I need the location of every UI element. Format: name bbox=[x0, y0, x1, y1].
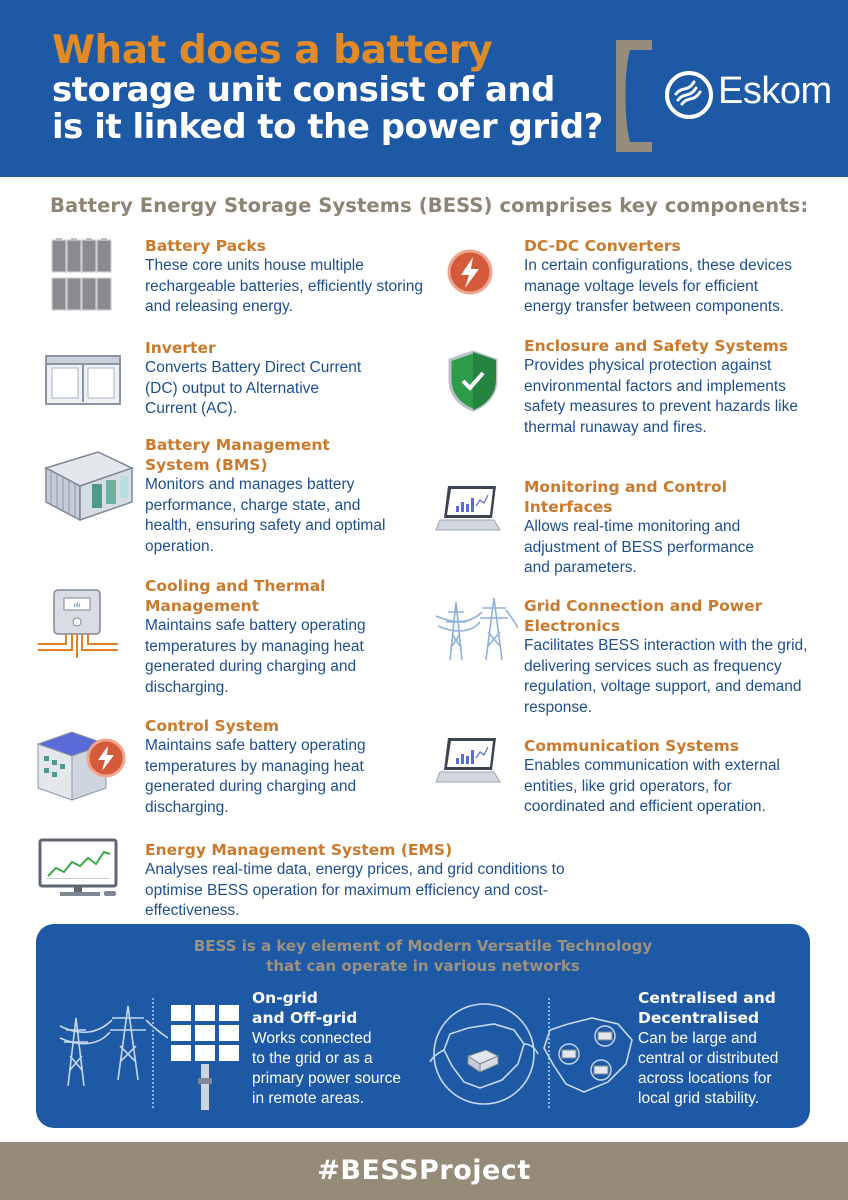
ongrid-heading-line-2: and Off-grid bbox=[252, 1009, 358, 1027]
component-description: These core units house multiple rechargeable batteries, efficiently storing and releasing energy. bbox=[145, 257, 424, 315]
component-heading: Communication Systems bbox=[524, 737, 739, 755]
ongrid-text-line-1: Works connected bbox=[252, 1030, 372, 1047]
component-description: Analyses real-time data, energy prices, and grid conditions to optimise BESS operation for maximum efficiency and cost-effectiveness. bbox=[145, 861, 565, 919]
component-description: In certain configurations, these devices manage voltage levels for efficient energy transfer between components. bbox=[524, 257, 792, 315]
component-bms bbox=[145, 435, 395, 557]
component-heading: Cooling and Thermal Management bbox=[145, 577, 326, 615]
component-heading: Control System bbox=[145, 717, 280, 735]
container-icon bbox=[36, 446, 136, 522]
centralised-text-line-1: Can be large and bbox=[638, 1030, 757, 1047]
component-heading: Energy Management System (EMS) bbox=[145, 841, 453, 859]
logo-swoosh-shape bbox=[616, 40, 652, 152]
centralised-heading-line-1: Centralised and bbox=[638, 989, 776, 1007]
shield-check-icon bbox=[446, 350, 500, 412]
component-heading: Battery Packs bbox=[145, 237, 266, 255]
component-monitoring bbox=[524, 477, 769, 579]
panel-heading-line-1: BESS is a key element of Modern Versatile Technology bbox=[193, 937, 653, 955]
component-description: Maintains safe battery operating temperatures by managing heat generated during charging and discharging. bbox=[145, 737, 366, 816]
lightning-icon bbox=[446, 248, 494, 296]
divider bbox=[152, 998, 154, 1108]
ongrid-text-line-2: to the grid or as a bbox=[252, 1050, 373, 1067]
inverter-icon bbox=[44, 354, 122, 406]
component-battery-packs bbox=[145, 236, 425, 318]
solar-panel-icon bbox=[168, 1002, 244, 1112]
component-description: Maintains safe battery operating temperatures by managing heat generated during charging and discharging. bbox=[145, 617, 366, 696]
component-heading: Inverter bbox=[145, 339, 216, 357]
component-ems bbox=[145, 840, 620, 922]
component-description: Facilitates BESS interaction with the grid, delivering services such as frequency regulation, voltage support, and demand response. bbox=[524, 637, 808, 716]
component-inverter bbox=[145, 338, 365, 420]
component-cooling bbox=[145, 576, 380, 698]
component-heading: Battery Management System (BMS) bbox=[145, 436, 330, 474]
hashtag-footer: #BESSProject bbox=[0, 1142, 848, 1200]
component-description: Allows real-time monitoring and adjustment of BESS performance and parameters. bbox=[524, 518, 755, 576]
component-heading: Grid Connection and Power Electronics bbox=[524, 597, 763, 635]
laptop-icon bbox=[434, 484, 506, 534]
centralised-text-line-4: local grid stability. bbox=[638, 1090, 760, 1107]
globe-map-icon bbox=[428, 1000, 540, 1108]
component-description: Converts Battery Direct Current (DC) output to Alternative Current (AC). bbox=[145, 359, 362, 417]
monitor-chart-icon bbox=[38, 838, 122, 898]
pylons-icon bbox=[434, 594, 518, 662]
component-enclosure bbox=[524, 336, 804, 438]
panel-heading bbox=[36, 936, 810, 976]
cooling-unit-icon bbox=[36, 588, 120, 660]
component-communication bbox=[524, 736, 786, 818]
ongrid-text-line-3: primary power source bbox=[252, 1070, 402, 1087]
title-line-1: What does a battery bbox=[52, 28, 493, 73]
ongrid-heading-line-1: On-grid bbox=[252, 989, 318, 1007]
centralised-text-line-3: across locations for bbox=[638, 1070, 772, 1087]
svg-text:ıılı: ıılı bbox=[73, 602, 81, 609]
title-line-3: is it linked to the power grid? bbox=[52, 106, 603, 147]
title-line-2: storage unit consist of and bbox=[52, 70, 555, 111]
section-subtitle: Battery Energy Storage Systems (BESS) comprises key components: bbox=[50, 194, 809, 217]
battery-packs-icon bbox=[50, 238, 114, 312]
page-title bbox=[52, 30, 603, 146]
component-dc-dc-converters bbox=[524, 236, 806, 318]
centralised-text-line-2: central or distributed bbox=[638, 1050, 779, 1067]
laptop-icon bbox=[434, 736, 506, 786]
centralised-heading-line-2: Decentralised bbox=[638, 1009, 760, 1027]
control-system-icon bbox=[36, 728, 126, 802]
component-grid-connection bbox=[524, 596, 814, 718]
distributed-map-icon bbox=[538, 1008, 638, 1100]
eskom-logo-icon bbox=[664, 70, 714, 120]
component-heading: DC-DC Converters bbox=[524, 237, 681, 255]
eskom-logo-text: Eskom bbox=[718, 70, 832, 112]
networks-panel bbox=[36, 924, 810, 1128]
component-heading: Monitoring and Control Interfaces bbox=[524, 478, 728, 516]
component-control-system bbox=[145, 716, 380, 818]
component-heading: Enclosure and Safety Systems bbox=[524, 337, 789, 355]
panel-heading-line-2: that can operate in various networks bbox=[266, 957, 580, 975]
ongrid-text-line-4: in remote areas. bbox=[252, 1090, 364, 1107]
header-banner bbox=[0, 0, 848, 177]
component-description: Monitors and manages battery performance, charge state, and health, ensuring safety and optimal operation. bbox=[145, 476, 386, 555]
component-description: Enables communication with external entities, like grid operators, for coordinated and efficient operation. bbox=[524, 757, 780, 815]
component-description: Provides physical protection against environmental factors and implements safety measures to prevent hazards like thermal runaway and fires. bbox=[524, 357, 798, 436]
